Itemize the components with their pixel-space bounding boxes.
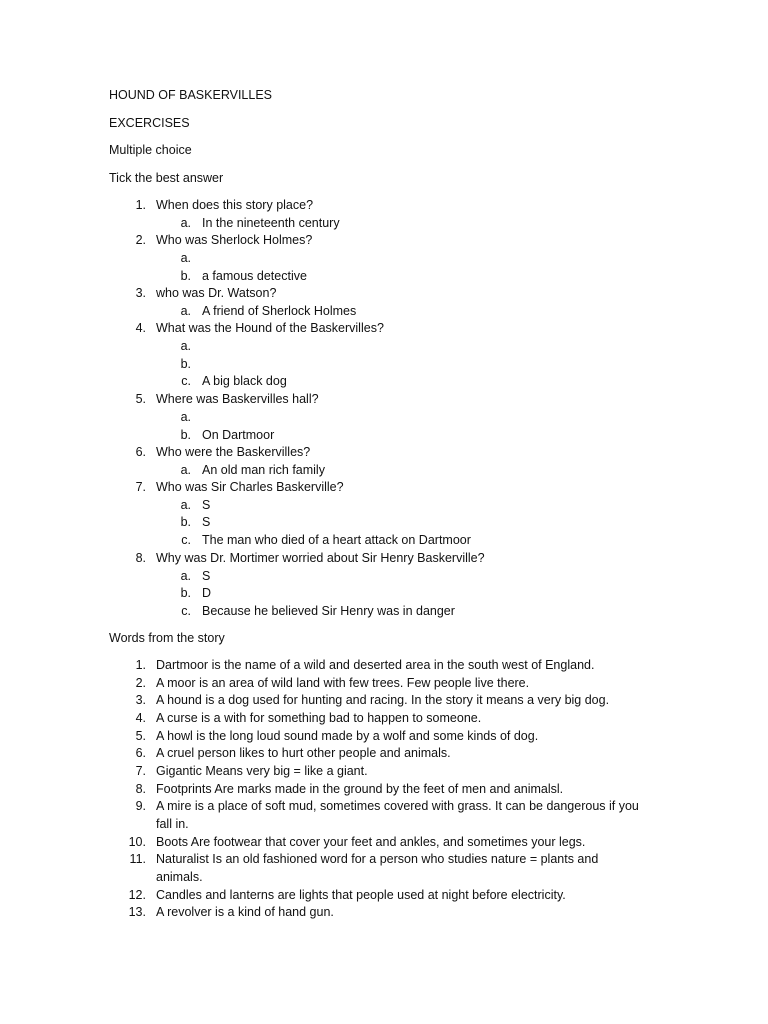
question-text: Who was Sherlock Holmes? (156, 233, 313, 247)
option-letter: a. (180, 216, 191, 230)
word-number: 7. (135, 764, 146, 778)
word-number: 9. (135, 799, 146, 813)
word-definition: Footprints Are marks made in the ground by the feet of men and animalsl. (156, 782, 564, 796)
word-definition: A revolver is a kind of hand gun. (156, 905, 334, 919)
option-letter: b. (180, 357, 191, 371)
option-letter: a. (180, 339, 191, 353)
instruction: Tick the best answer (109, 171, 224, 185)
word-number: 10. (128, 835, 146, 849)
word-definition: Candles and lanterns are lights that people used at night before electricity. (156, 888, 566, 902)
word-number: 11. (129, 852, 146, 866)
word-number: 12. (128, 888, 146, 902)
word-definition: Naturalist Is an old fashioned word for a person who studies nature = plants and (156, 852, 599, 866)
option-letter: c. (181, 374, 191, 388)
option-text: In the nineteenth century (202, 216, 340, 230)
option-letter: a. (180, 410, 191, 424)
option-text: S (202, 515, 211, 529)
option-letter: b. (180, 269, 191, 283)
question-number: 3. (135, 286, 146, 300)
section-heading: EXCERCISES (109, 116, 190, 130)
word-number: 13. (128, 905, 146, 919)
question-number: 7. (135, 480, 146, 494)
option-text: A big black dog (202, 374, 287, 388)
option-text: An old man rich family (202, 463, 325, 477)
word-number: 1. (135, 658, 146, 672)
word-number: 6. (135, 746, 146, 760)
word-definition-continued: animals. (156, 870, 203, 884)
question-text: Why was Dr. Mortimer worried about Sir Henry Baskerville? (156, 551, 485, 565)
question-text: Who was Sir Charles Baskerville? (156, 480, 344, 494)
word-definition: A curse is a with for something bad to happen to someone. (156, 711, 482, 725)
option-text: A friend of Sherlock Holmes (202, 304, 357, 318)
option-letter: c. (181, 604, 191, 618)
word-number: 3. (135, 693, 146, 707)
word-number: 2. (135, 676, 146, 690)
question-text: Where was Baskervilles hall? (156, 392, 319, 406)
option-letter: a. (180, 251, 191, 265)
question-text: Who were the Baskervilles? (156, 445, 311, 459)
question-number: 1. (135, 198, 146, 212)
question-text: who was Dr. Watson? (156, 286, 277, 300)
word-definition: Gigantic Means very big = like a giant. (156, 764, 368, 778)
option-text: a famous detective (202, 269, 307, 283)
option-letter: b. (180, 586, 191, 600)
word-definition: A howl is the long loud sound made by a wolf and some kinds of dog. (156, 729, 539, 743)
question-number: 8. (135, 551, 146, 565)
word-definition: A moor is an area of wild land with few trees. Few people live there. (156, 676, 530, 690)
word-definition: A mire is a place of soft mud, sometimes covered with grass. It can be dangerous if you (156, 799, 639, 813)
question-number: 4. (135, 321, 146, 335)
option-text: On Dartmoor (202, 428, 275, 442)
words-heading: Words from the story (109, 631, 225, 645)
word-definition: Boots Are footwear that cover your feet and ankles, and sometimes your legs. (156, 835, 586, 849)
option-letter: c. (181, 533, 191, 547)
word-definition: Dartmoor is the name of a wild and deserted area in the south west of England. (156, 658, 595, 672)
option-letter: a. (180, 569, 191, 583)
word-definition: A cruel person likes to hurt other people and animals. (156, 746, 451, 760)
option-text: The man who died of a heart attack on Dartmoor (202, 533, 471, 547)
option-text: Because he believed Sir Henry was in danger (202, 604, 455, 618)
document-title: HOUND OF BASKERVILLES (109, 88, 273, 102)
option-text: S (202, 498, 211, 512)
word-definition: A hound is a dog used for hunting and racing. In the story it means a very big dog. (156, 693, 610, 707)
question-number: 5. (135, 392, 146, 406)
subsection-heading: Multiple choice (109, 143, 192, 157)
word-definition-continued: fall in. (156, 817, 189, 831)
word-number: 4. (135, 711, 146, 725)
question-text: What was the Hound of the Baskervilles? (156, 321, 384, 335)
option-text: D (202, 586, 212, 600)
option-letter: b. (180, 428, 191, 442)
question-text: When does this story place? (156, 198, 314, 212)
word-number: 8. (135, 782, 146, 796)
word-number: 5. (135, 729, 146, 743)
option-text: S (202, 569, 211, 583)
option-letter: b. (180, 515, 191, 529)
question-number: 6. (135, 445, 146, 459)
question-number: 2. (135, 233, 146, 247)
option-letter: a. (180, 498, 191, 512)
option-letter: a. (180, 463, 191, 477)
option-letter: a. (180, 304, 191, 318)
